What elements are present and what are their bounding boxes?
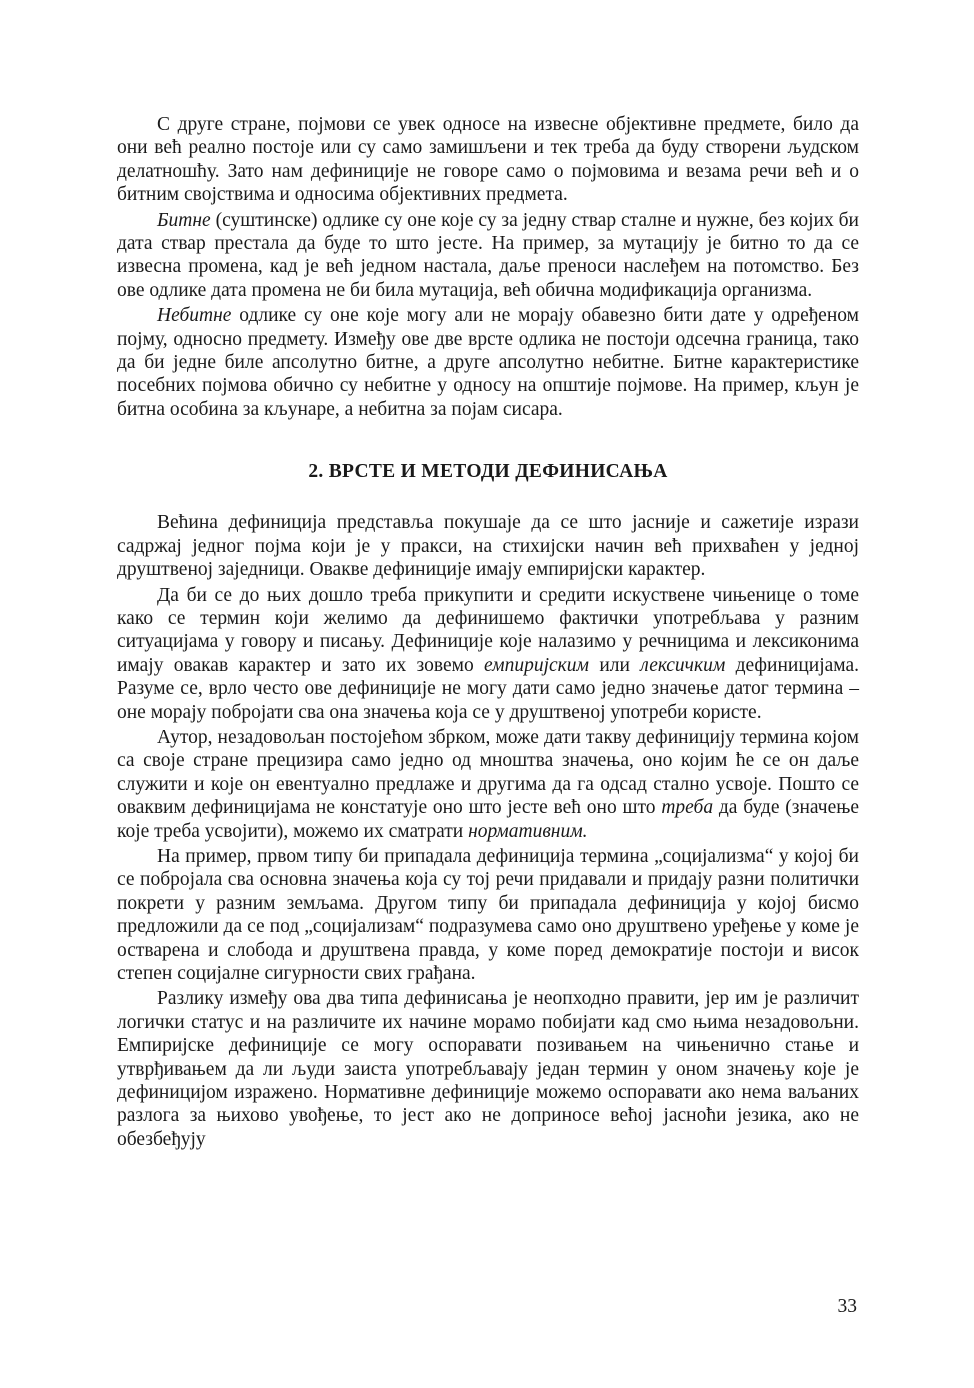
paragraph-text: или [589,654,641,676]
paragraph-empirical-definitions [117,584,859,724]
paragraph-text: да буде (значење које треба усвојити), можемо их сматрати [117,797,859,842]
paragraph-text: одлике су оне које могу али не морају обавезно бити дате у одређеном појму, односно предмету. Између ове две врсте одлика не постоји одсечна граница, тако да би једне биле апсолутно битне, а друге апсолутно небитне. Битне карактеристике посебних појмова обично су небитне у односу на општије појмове. На пример, кљун је битна особина за кљунаре, а небитна за појам сисара. [117,305,859,420]
paragraph-nonessential-properties [117,304,859,421]
paragraph-text: (суштинске) одлике су оне које су за једну ствар сталне и нужне, без којих би дата ствар престала да буде то што јесте. На пример, за мутацију је битно то да се извесна промена, кад је већ једном настала, даље преноси наслеђем на потомство. Без ове одлике дата промена не би била мутација, већ обична модификација организма. [117,209,859,301]
paragraph-text: дефиницијама. Разуме се, врло често ове дефиниције не могу дати само једно значење датог термина – оне морају побројати сва она значења која се у друштвеној употреби користе. [117,654,859,723]
term-should: треба [661,797,714,819]
paragraph-concepts-objects: С друге стране, појмови се увек односе на извесне објективне предмете, било да они већ реално постоје или су само замишљени и тек треба да буду створени људском делатношћу. Зато нам дефиниције не говоре само о појмовима и везама речи већ и о битним својствима и односима објективних предмета. [117,114,859,206]
page-body [117,113,859,1153]
term-normative: нормативним. [468,820,588,842]
term-essential: Битне [157,209,211,231]
paragraph-definitions-intro: Већина дефиниција представља покушаје да се што јасније и сажетије изрази садржај једног појма који је у пракси, на стихијски начин већ прихваћен у једној друштвеној заједници. Овакве дефиниције имају емпиријски карактер. [117,512,859,581]
paragraph-text: Да би се до њих дошло треба прикупити и средити искуствене чињенице о томе како се термин који желимо да дефинишемо фактички употребљава у разним ситуацијама у говору и писању. Дефиниције које налазимо у речницима и лексиконима имају овакав карактер и зато их зовемо [117,584,859,676]
paragraph-distinction: Разлику између ова два типа дефинисања је неопходно правити, јер им је различит логички статус и на различите их начине морамо побијати кад смо њима незадовољни. Емпиријске дефиниције се могу оспоравати позивањем на чињенично стање и утврђивањем да ли људи заиста употребљавају један термин у оном значењу које је дефиницијом изражено. Нормативне дефиниције можемо оспоравати ако нема ваљаних разлога за њихово увођење, то јест ако не доприносе већој јасноћи језика, ако не обезбеђују [117,988,859,1150]
paragraph-essential-properties [117,209,859,303]
page-number: 33 [837,1296,857,1317]
section-heading: 2. ВРСТЕ И МЕТОДИ ДЕФИНИСАЊА [308,461,668,483]
paragraph-text: Аутор, незадовољан постојећом збрком, може дати такву дефиницију термина којом са своје стране прецизира само једно од мноштва значења, оно којим ће се он даље служити и које он евентуално предлаже и другима да га одсад стално усвоје. Пошто се оваквим дефиницијама не констатује оно што јесте већ оно што [117,726,859,819]
term-empirical: емпиријским [484,654,590,676]
paragraph-normative-definitions [117,726,859,843]
term-lexical: лексичким [640,654,726,676]
term-nonessential: Небитне [157,305,232,327]
paragraph-socialism-example: На пример, првом типу би припадала дефиниција термина „социјализма“ у којој би се побројала сва основна значења која су тој речи придавали и придају разни политички покрети у разним земљама. Другом типу би припадала дефиниција у којој бисмо предложили да се под „социјализам“ подразумева само оно друштвено уређење у коме је остварена и слобода и друштвена правда, у коме поред демократије постоји и висок степен социјалне сигурности свих грађана. [117,845,859,984]
